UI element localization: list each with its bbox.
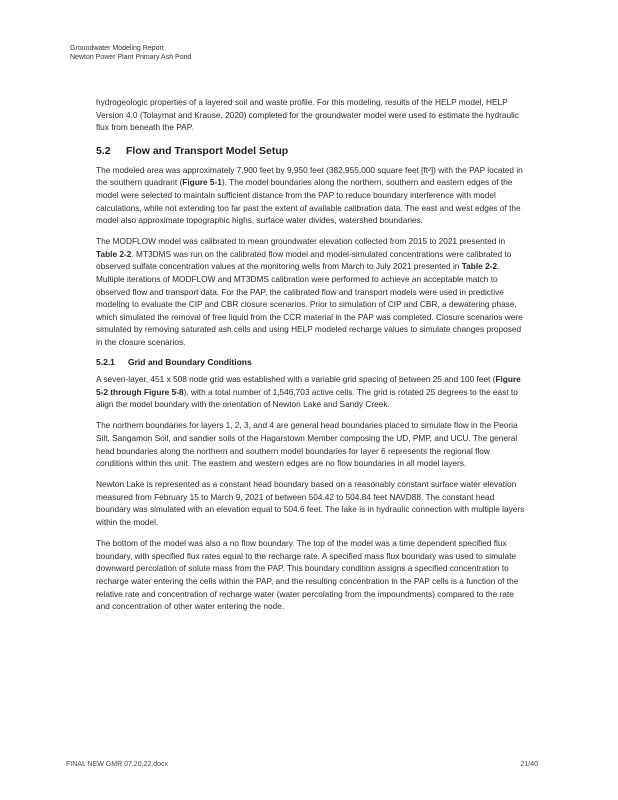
section-title: Flow and Transport Model Setup <box>126 144 289 157</box>
paragraph: The northern boundaries for layers 1, 2, 3, and 4 are general head boundaries placed to simulate flow in the Peoria Silt, Sangamon Soil, and sandier soils of the Hagarstown Member composing the UD, PMP, and UCU. The general head boundaries along the northern and southern model boundaries for layer 6 represents the regional flow conditions within this unit. The eastern and western edges are no flow boundaries in all model layers. <box>96 420 518 469</box>
intro-paragraph: hydrogeologic properties of a layered soil and waste profile. For this modeling, results of the HELP model, HELP Version 4.0 (Tolaymat and Krause, 2020) completed for the groundwater model were used to estimate the hydraulic flux from beneath the PAP. <box>96 97 519 133</box>
page-header <box>70 44 191 62</box>
section-5-2-1-heading <box>96 357 528 368</box>
section-number: 5.2 <box>96 144 111 157</box>
figure-reference: Figure 5-1 <box>182 177 222 188</box>
report-subtitle: Newton Power Plant Primary Ash Pond <box>70 54 192 61</box>
page-number: 21/40 <box>520 761 538 768</box>
report-title: Groundwater Modeling Report <box>70 45 164 52</box>
subsection-title: Grid and Boundary Conditions <box>128 357 252 368</box>
paragraph: The modeled area was approximately 7,900 feet by 9,950 feet (382,955,000 square feet [ft²]) with the PAP located in the southern quadrant (Figure 5-1). The model boundaries along the northern, southern and eastern edges of the model were selected to maintain sufficient distance from the PAP to reduce boundary interference with model calculations, while not extending too far past the extent of available calibration data. The east and west edges of the model also approximate topographic highs, surface water divides, watershed boundaries. <box>96 164 523 226</box>
table-reference: Table 2-2 <box>461 261 498 272</box>
page-footer <box>66 760 538 769</box>
table-reference: Table 2-2 <box>96 248 132 259</box>
document-body <box>96 96 528 621</box>
figure-reference: Figure 5-2 through Figure 5-8 <box>96 374 521 397</box>
section-5-2-heading <box>96 145 528 158</box>
paragraph: The MODFLOW model was calibrated to mean groundwater elevation collected from 2015 to 2021 presented in Table 2-2. MT3DMS was run on the calibrated flow model and model-simulated concentrations were calibrated to observed sulfate concentration values at the monitoring wells from March to July 2021 presented in Table 2-2. Multiple iterations of MODFLOW and MT3DMS calibration were performed to achieve an acceptable match to observed flow and transport data. For the PAP, the calibrated flow and transport models were used in predictive modeling to evaluate the CIP and CBR closure scenarios. Prior to simulation of CIP and CBR, a dewatering phase, which simulated the removal of free liquid from the CCR material in the PAP was completed. Closure scenarios were simulated by removing saturated ash cells and using HELP modeled recharge values to simulate changes proposed in the closure scenarios. <box>96 236 523 347</box>
file-name: FINAL NEW GMR 07.20.22.docx <box>66 761 169 768</box>
paragraph: A seven-layer, 451 x 508 node grid was established with a variable grid spacing of between 25 and 100 feet (Figure 5-2 through Figure 5-8), with a total number of 1,546,703 active cells. The grid is rotated 25 degrees to the east to align the model boundary with the orientation of Newton Lake and Sandy Creek. <box>96 374 521 410</box>
subsection-number: 5.2.1 <box>96 357 115 368</box>
paragraph: The bottom of the model was also a no flow boundary. The top of the model was a time dependent specified flux boundary, with specified flux rates equal to the recharge rate. A specified mass flux boundary was used to simulate downward percolation of solute mass from the PAP. This boundary condition assigns a specified concentration to recharge water entering the cells within the PAP, and the resulting concentration in the PAP cells is a function of the relative rate and concentration of recharge water (water percolating from the impoundments) compared to the rate and concentration of other water entering the node. <box>96 538 519 612</box>
paragraph: Newton Lake is represented as a constant head boundary based on a reasonably constant surface water elevation measured from February 15 to March 9, 2021 of between 504.42 to 504.84 feet NAVD88. The constant head boundary was simulated with an elevation equal to 504.6 feet. The lake is in hydraulic connection with multiple layers within the model. <box>96 479 525 528</box>
